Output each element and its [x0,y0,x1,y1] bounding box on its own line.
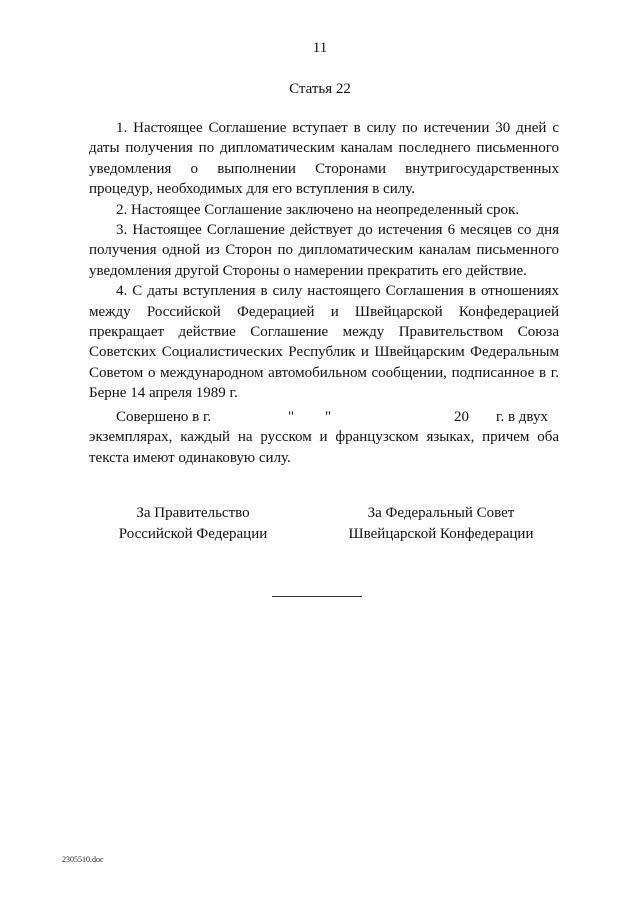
signature-block-switzerland [326,503,556,544]
done-suffix: г. в двух [496,409,548,425]
signature-russia-line-1: За Правительство [136,505,250,521]
article-body [89,118,559,404]
article-title: Статья 22 [289,81,351,97]
done-quote-open: " [288,409,295,425]
paragraph-2: 2. Настоящее Соглашение заключено на неопределенный срок. [116,201,520,218]
signature-switzerland-line-1: За Федеральный Совет [367,505,515,521]
footer-document-code: 2305510.doc [62,855,104,864]
signature-switzerland-line-2: Швейцарской Конфедерации [348,525,534,542]
signature-block-russia [95,503,291,544]
end-divider [272,596,362,597]
execution-clause [89,407,559,468]
paragraph-4: 4. С даты вступления в силу настоящего Соглашения в отношениях между Российской Федерацией и Швейцарской Конфедерацией прекращает действие Соглашение между Правительством Союза Советских Социалистических Республик и Швейцарским Федеральным Советом о международном автомобильном сообщении, подписанное в г. Берне 14 апреля 1989 г. [89,283,559,402]
page-number: 11 [312,40,328,56]
execution-clause-first-line [89,407,559,427]
done-prefix: Совершено в г. [116,409,212,425]
signature-russia-line-2: Российской Федерации [118,525,268,542]
done-rest: экземплярах, каждый на русском и французском языках, причем оба текста имеют одинаковую силу. [89,429,559,466]
paragraph-3: 3. Настоящее Соглашение действует до истечения 6 месяцев со дня получения одной из Сторон по дипломатическим каналам письменного уведомления другой Стороны о намерении прекратить его действие. [89,222,559,279]
done-year-prefix: 20 [454,409,469,425]
done-quote-close: " [325,409,332,425]
paragraph-1: 1. Настоящее Соглашение вступает в силу по истечении 30 дней с даты получения по дипломатическим каналам последнего письменного уведомления о выполнении Сторонами внутригосударственных процедур, необходимых для его вступления в силу. [89,120,559,198]
